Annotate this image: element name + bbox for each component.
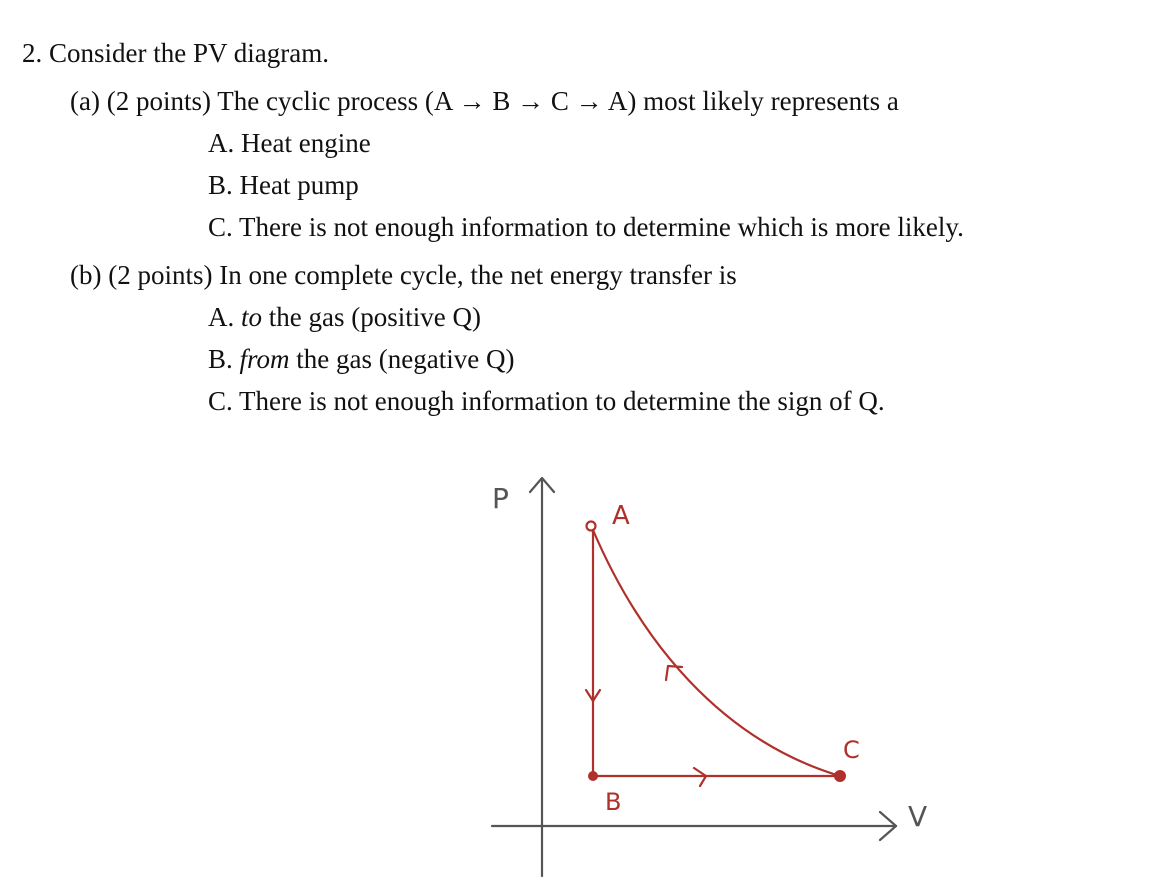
option-text: the gas (positive Q)	[268, 302, 481, 332]
option-text: There is not enough information to determine which is more likely.	[239, 212, 964, 242]
v-axis-label: V	[908, 800, 928, 833]
arrow-up-left-marker	[666, 666, 682, 680]
part-a-points: (2 points)	[106, 86, 211, 116]
question-prompt: Consider the PV diagram.	[49, 38, 329, 68]
question-number: 2.	[22, 38, 43, 68]
point-c-dot	[834, 770, 846, 782]
option-text: the gas (negative Q)	[296, 344, 515, 374]
point-a-label: A	[612, 501, 630, 531]
option-emphasis: from	[239, 344, 290, 374]
option-letter: C.	[208, 386, 233, 416]
option-letter: A.	[208, 128, 235, 158]
option-letter: A.	[208, 302, 235, 332]
part-b-label: (b)	[70, 260, 102, 290]
option-text: Heat engine	[241, 128, 371, 158]
part-a-label: (a)	[70, 86, 100, 116]
option-letter: C.	[208, 212, 233, 242]
point-a-dot	[587, 522, 596, 531]
option-text: Heat pump	[239, 170, 359, 200]
point-b-dot	[589, 772, 597, 780]
part-b-points: (2 points)	[108, 260, 213, 290]
part-b-text: In one complete cycle, the net energy transfer is	[219, 260, 737, 290]
part-a-text: The cyclic process (A → B → C → A) most likely represents a	[217, 86, 899, 116]
p-axis-label: P	[492, 482, 509, 515]
option-letter: B.	[208, 170, 233, 200]
process-c-to-a-curve	[593, 530, 840, 776]
point-c-label: C	[843, 736, 860, 764]
option-text: There is not enough information to determine the sign of Q.	[239, 386, 885, 416]
point-b-label: B	[605, 788, 622, 816]
option-letter: B.	[208, 344, 233, 374]
option-emphasis: to	[241, 302, 263, 332]
